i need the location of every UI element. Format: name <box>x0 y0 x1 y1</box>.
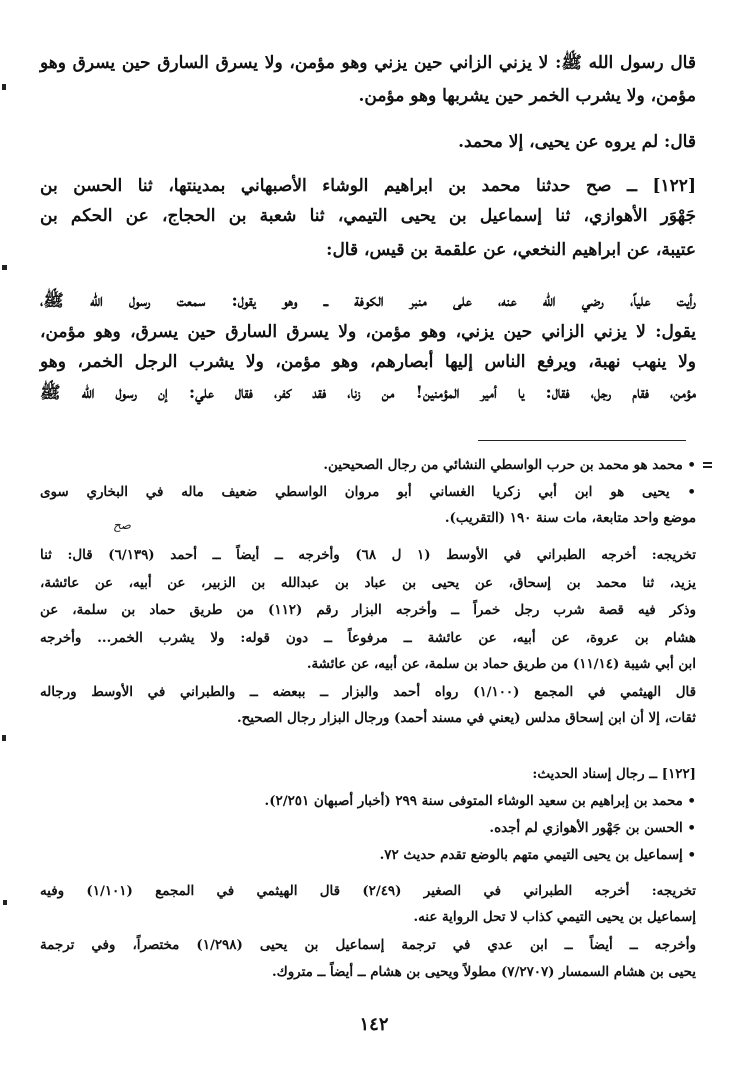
footnote-line: تخريجه: أخرجه الطبراني في الصغير (٢/٤٩) قال الهيثمي في المجمع (١/١٠١) وفيه <box>40 883 696 899</box>
footnote-line: ثقات، إلا أن ابن إسحاق مدلس (يعني في مسند أحمد) ورجال البزار رجال الصحيح. <box>236 710 696 726</box>
main-text-line: رأيت علياً، رضي الله عنه، على منبر الكوفة ــ وهو يقول: سمعت رسول الله ﷺ، <box>40 291 696 311</box>
main-text-line: قال: لم يروه عن يحيى، إلا محمد. <box>458 132 696 152</box>
binding-mark <box>2 84 6 90</box>
margin-correction: صح <box>113 518 131 532</box>
footnote-line: • محمد بن إبراهيم بن سعيد الوشاء المتوفى سنة ٢٩٩ (أخبار أصبهان ٢/٢٥١). <box>264 793 696 809</box>
footnote-line: تخريجه: أخرجه الطبراني في الأوسط (١ ل ٦٨) وأخرجه ــ أيضاً ــ أحمد (٦/١٣٩) قال: ثنا <box>40 547 696 563</box>
main-text-line: عتيبة، عن ابراهيم النخعي، عن علقمة بن قيس، قال: <box>326 240 696 260</box>
binding-mark <box>2 735 6 741</box>
main-text-line: [١٢٢] ــ صح حدثنا محمد بن ابراهيم الوشاء الأصبهاني بمدينتها، ثنا الحسن بن <box>40 176 696 196</box>
main-text-line: مؤمن، ولا يشرب الخمر حين يشربها وهو مؤمن. <box>358 86 696 106</box>
footnote-line: [١٢٢] ــ رجال إسناد الحديث: <box>532 766 696 782</box>
footnote-line: إسماعيل بن يحيى التيمي كذاب لا تحل الرواية عنه. <box>413 909 696 925</box>
main-text-line: جَهْوَر الأهوازي، ثنا إسماعيل بن يحيى التيمي، ثنا شعبة بن الحجاج، عن الحكم بن <box>40 206 696 226</box>
footnote-line: وأخرجه ــ أيضاً ــ ابن عدي في ترجمة إسماعيل بن يحيى (١/٢٩٨) مختصراً، وفي ترجمة <box>40 937 696 953</box>
main-text-line: ولا ينهب نهبة، ويرفع الناس إليها أبصارهم، وهو مؤمن، ولا يشرب الرجل الخمر، وهو <box>40 352 696 372</box>
binding-mark <box>703 462 712 464</box>
footnote-line: • الحسن بن جَهْور الأهوازي لم أجده. <box>489 820 696 836</box>
footnote-line: • يحيى هو ابن أبي زكريا الغساني أبو مروان الواسطي ضعيف ماله في البخاري سوى <box>40 484 696 500</box>
footnote-line: موضع واحد متابعة، مات سنة ١٩٠ (التقريب). <box>444 510 696 526</box>
main-text-line: قال رسول الله ﷺ: لا يزني الزاني حين يزني وهو مؤمن، ولا يسرق السارق حين يسرق وهو <box>40 53 696 73</box>
main-text-line: يقول: لا يزني الزاني حين يزني، وهو مؤمن، ولا يسرق السارق حين يسرق، وهو مؤمن، <box>40 322 696 342</box>
binding-mark <box>3 900 7 905</box>
footnote-line: ابن أبي شيبة (١١/١٤) من طريق حماد بن سلمة، عن أبيه، عن عائشة. <box>306 656 696 672</box>
footnote-line: وذكر فيه قصة شرب رجل خمراً ــ وأخرجه البزار رقم (١١٢) من طريق حماد بن سلمة، عن <box>40 602 696 618</box>
binding-mark <box>2 265 7 270</box>
footnote-line: قال الهيثمي في المجمع (١/١٠٠) رواه أحمد والبزار ــ ببعضه ــ والطبراني في الأوسط ورجاله <box>40 684 696 700</box>
main-text-line: مؤمن، فقام رجل، فقال: يا أمير المؤمنين! من زنا، فقد كفر، فقال علي: إن رسول الله ﷺ <box>40 383 696 403</box>
footnote-divider <box>478 440 686 441</box>
page-number: ١٤٢ <box>359 1014 389 1035</box>
binding-mark <box>703 466 712 468</box>
footnote-line: يحيى بن هشام السمسار (٧/٢٧٠٧) مطولاً ويحيى بن هشام ــ أيضاً ــ متروك. <box>272 964 696 980</box>
footnote-line: هشام بن عروة، عن أبيه، عن عائشة ــ مرفوعاً ــ دون قوله: ولا يشرب الخمر... وأخرجه <box>40 630 696 646</box>
footnote-line: • إسماعيل بن يحيى التيمي متهم بالوضع تقدم حديث ٧٢. <box>379 847 696 863</box>
footnote-line: • محمد هو محمد بن حرب الواسطي النشائي من رجال الصحيحين. <box>323 457 696 473</box>
footnote-line: يزيد، ثنا محمد بن إسحاق، عن يحيى بن عباد بن عبدالله بن الزبير، عن أبيه، عن عائشة، <box>40 575 696 591</box>
